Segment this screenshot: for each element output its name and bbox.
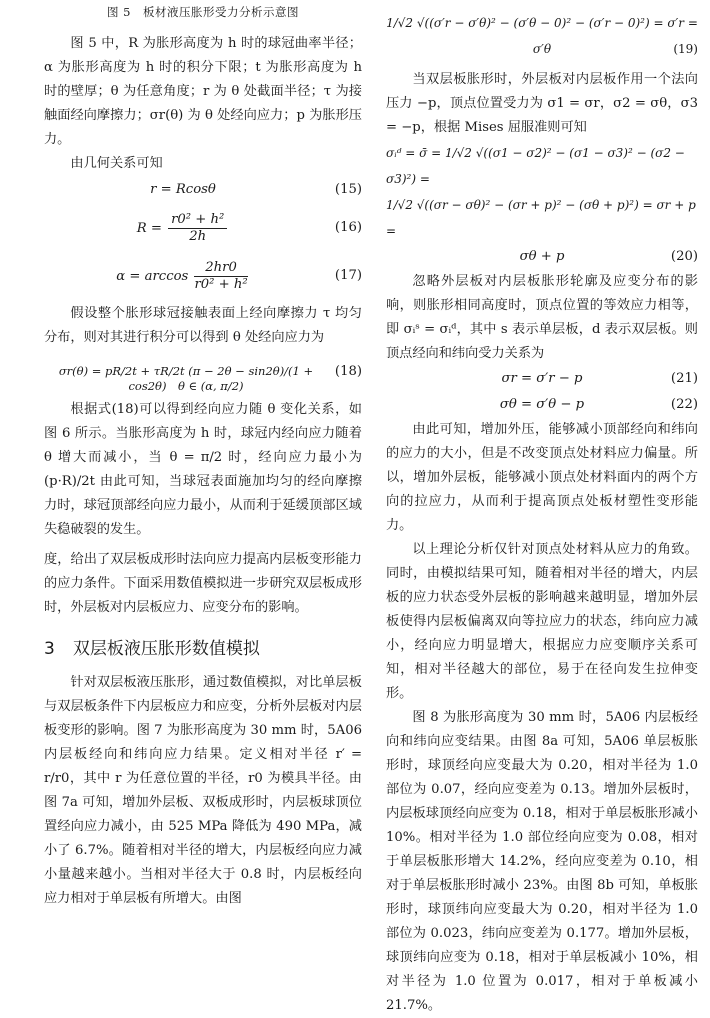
equation-22: σθ = σ′θ − p (22) [499, 397, 698, 412]
paragraph: 针对双层板液压胀形，通过数值模拟，对比单层板与双层板条件下内层板应力和应变，分析外层板对内层板变形的影响。图 7 为胀形高度为 30 mm 时，5A06 内层板经向和纬向应力结果。定义相对半径 r′ = r/r0，其中 r 为任意位置的半径，r0 为模具半径。由图 7a 可知，增加外层板、双板成形时，内层板球顶位置经向应力减小，由 525 MPa 降低为 490 MPa，减小了 6.7%。随着相对半径的增大，内层板经向应力减小量越来越小。当相对半径大于 0.8 时，内层板经向应力相对于单层板有所增大。由图 [44, 675, 362, 906]
equation-15: r = Rcosθ (15) [150, 182, 362, 197]
equation-20-line2: 1/√2 √((σr − σθ)² − (σr + p)² − (σθ + p)²) = σr + p = [386, 198, 696, 238]
paragraph: 图 8 为胀形高度为 30 mm 时，5A06 内层板经向和纬向应变结果。由图 8a 可知，5A06 单层板胀形时，球顶经向应变最大为 0.20，相对半径为 1.0 部位为 0.07，经向应变差为 0.13。增加外层板时，内层板球顶经向应变为 0.18，相对于单层板胀形减小 10%。相对半径为 1.0 部位经向应变为 0.08，相对于单层板胀形增大 14.2%，经向应变差为 0.10，相对于单层板胀形时减小 23%。由图 8b 可知，单板胀形时，球顶纬向应变最大为 0.20，相对半径为 1.0 部位为 0.023，纬向应变差为 0.177。增加外层板，球顶纬向应变为 0.18，相对于单层板减小 10%，相对半径为 1.0 位置为 0.017，相对于单板减小 21.7%。 [386, 710, 698, 1013]
paragraph: 忽略外层板对内层板胀形轮廓及应变分布的影响，则胀形相同高度时，顶点位置的等效应力相等，即 σᵢˢ = σᵢᵈ，其中 s 表示单层板，d 表示双层板。则顶点经向和纬向受力关系为 [386, 274, 698, 361]
equation-21: σr = σ′r − p (21) [501, 371, 698, 386]
section-heading: 3 双层板液压胀形数值模拟 [44, 639, 260, 659]
paragraph: 由此可知，增加外压，能够减小顶部经向和纬向的应力的大小，但是不改变顶点处材料应力偏量。所以，增加外层板，能够减小顶点处材料面内的两个方向的拉应力，从而利于提高顶点处板材塑性变形能力。 [386, 422, 698, 533]
paragraph: 以上理论分析仅针对顶点处材料从应力的角致。同时，由模拟结果可知，随着相对半径的增大，内层板的应力状态受外层板的影响越来越明显，增加外层板使得内层板偏离双向等拉应力的状态，纬向应力减小，经向应力明显增大，根据应力应变顺序关系可知，相对半径越大的部位，易于在径向发生拉伸变形。 [386, 542, 698, 701]
equation-17: α = arccos $\frac{2hr0}{\text{r0² + h²}}$ (17) [116, 260, 362, 292]
paragraph: 根据式(18)可以得到经向应力随 θ 变化关系，如图 6 所示。当胀形高度为 h 时，球冠内经向应力随着 θ 增大而减小，当 θ = π/2 时，经向应力最小为 (p·R)/2t 由此可知，当球冠表面施加均匀的经向摩擦力时，球冠顶部经向应力最小，从而利于延缓顶部区域失稳破裂的发生。 [44, 402, 362, 537]
paragraph: 由几何关系可知 [70, 156, 163, 171]
equation-20-line3: σθ + p (20) [519, 249, 698, 264]
equation-18: σr(θ) = pR/2t + τR/2t (π − 2θ − sin2θ)/(1 + cos2θ) θ ∈ (α, π/2) (18) [58, 364, 362, 393]
paragraph: 假设整个胀形球冠接触表面上经向摩擦力 τ 均匀分布，则对其进行积分可以得到 θ 处经向应力为 [44, 306, 362, 345]
equation-19: 1/√2 √((σ′r − σ′θ)² − (σ′θ − 0)² − (σ′r − 0)²) = σ′r = σ′θ (19) [386, 16, 698, 56]
paragraph: 当双层板胀形时，外层板对内层板作用一个法向压力 −p，顶点位置受力为 σ1 = σr，σ2 = σθ，σ3 = −p，根据 Mises 屈服准则可知 [386, 72, 698, 135]
equation-16: R = $\frac{\text{r0² + h²}}{2h}$ (16) [136, 212, 362, 244]
right-column [386, 0, 698, 1018]
paragraph: 度，给出了双层板成形时法向应力提高内层板变形能力的应力条件。下面采用数值模拟进一步研究双层板成形时，外层板对内层板应力、应变分布的影响。 [44, 552, 362, 615]
figure-caption: 图 5 板材液压胀形受力分析示意图 [107, 5, 299, 19]
left-column [44, 0, 362, 911]
paragraph: 图 5 中，R 为胀形高度为 h 时的球冠曲率半径；α 为胀形高度为 h 时的积分下限；t 为胀形高度为 h 时的壁厚；θ 为任意角度；r 为 θ 处截面半径；τ 为接触面经向摩擦力；σr(θ) 为 θ 处经向应力；p 为胀形压力。 [44, 36, 362, 147]
equation-20-line1: σᵢᵈ = σ̄ = 1/√2 √((σ1 − σ2)² − (σ1 − σ3)² − (σ2 − σ3)²) = [386, 146, 685, 186]
